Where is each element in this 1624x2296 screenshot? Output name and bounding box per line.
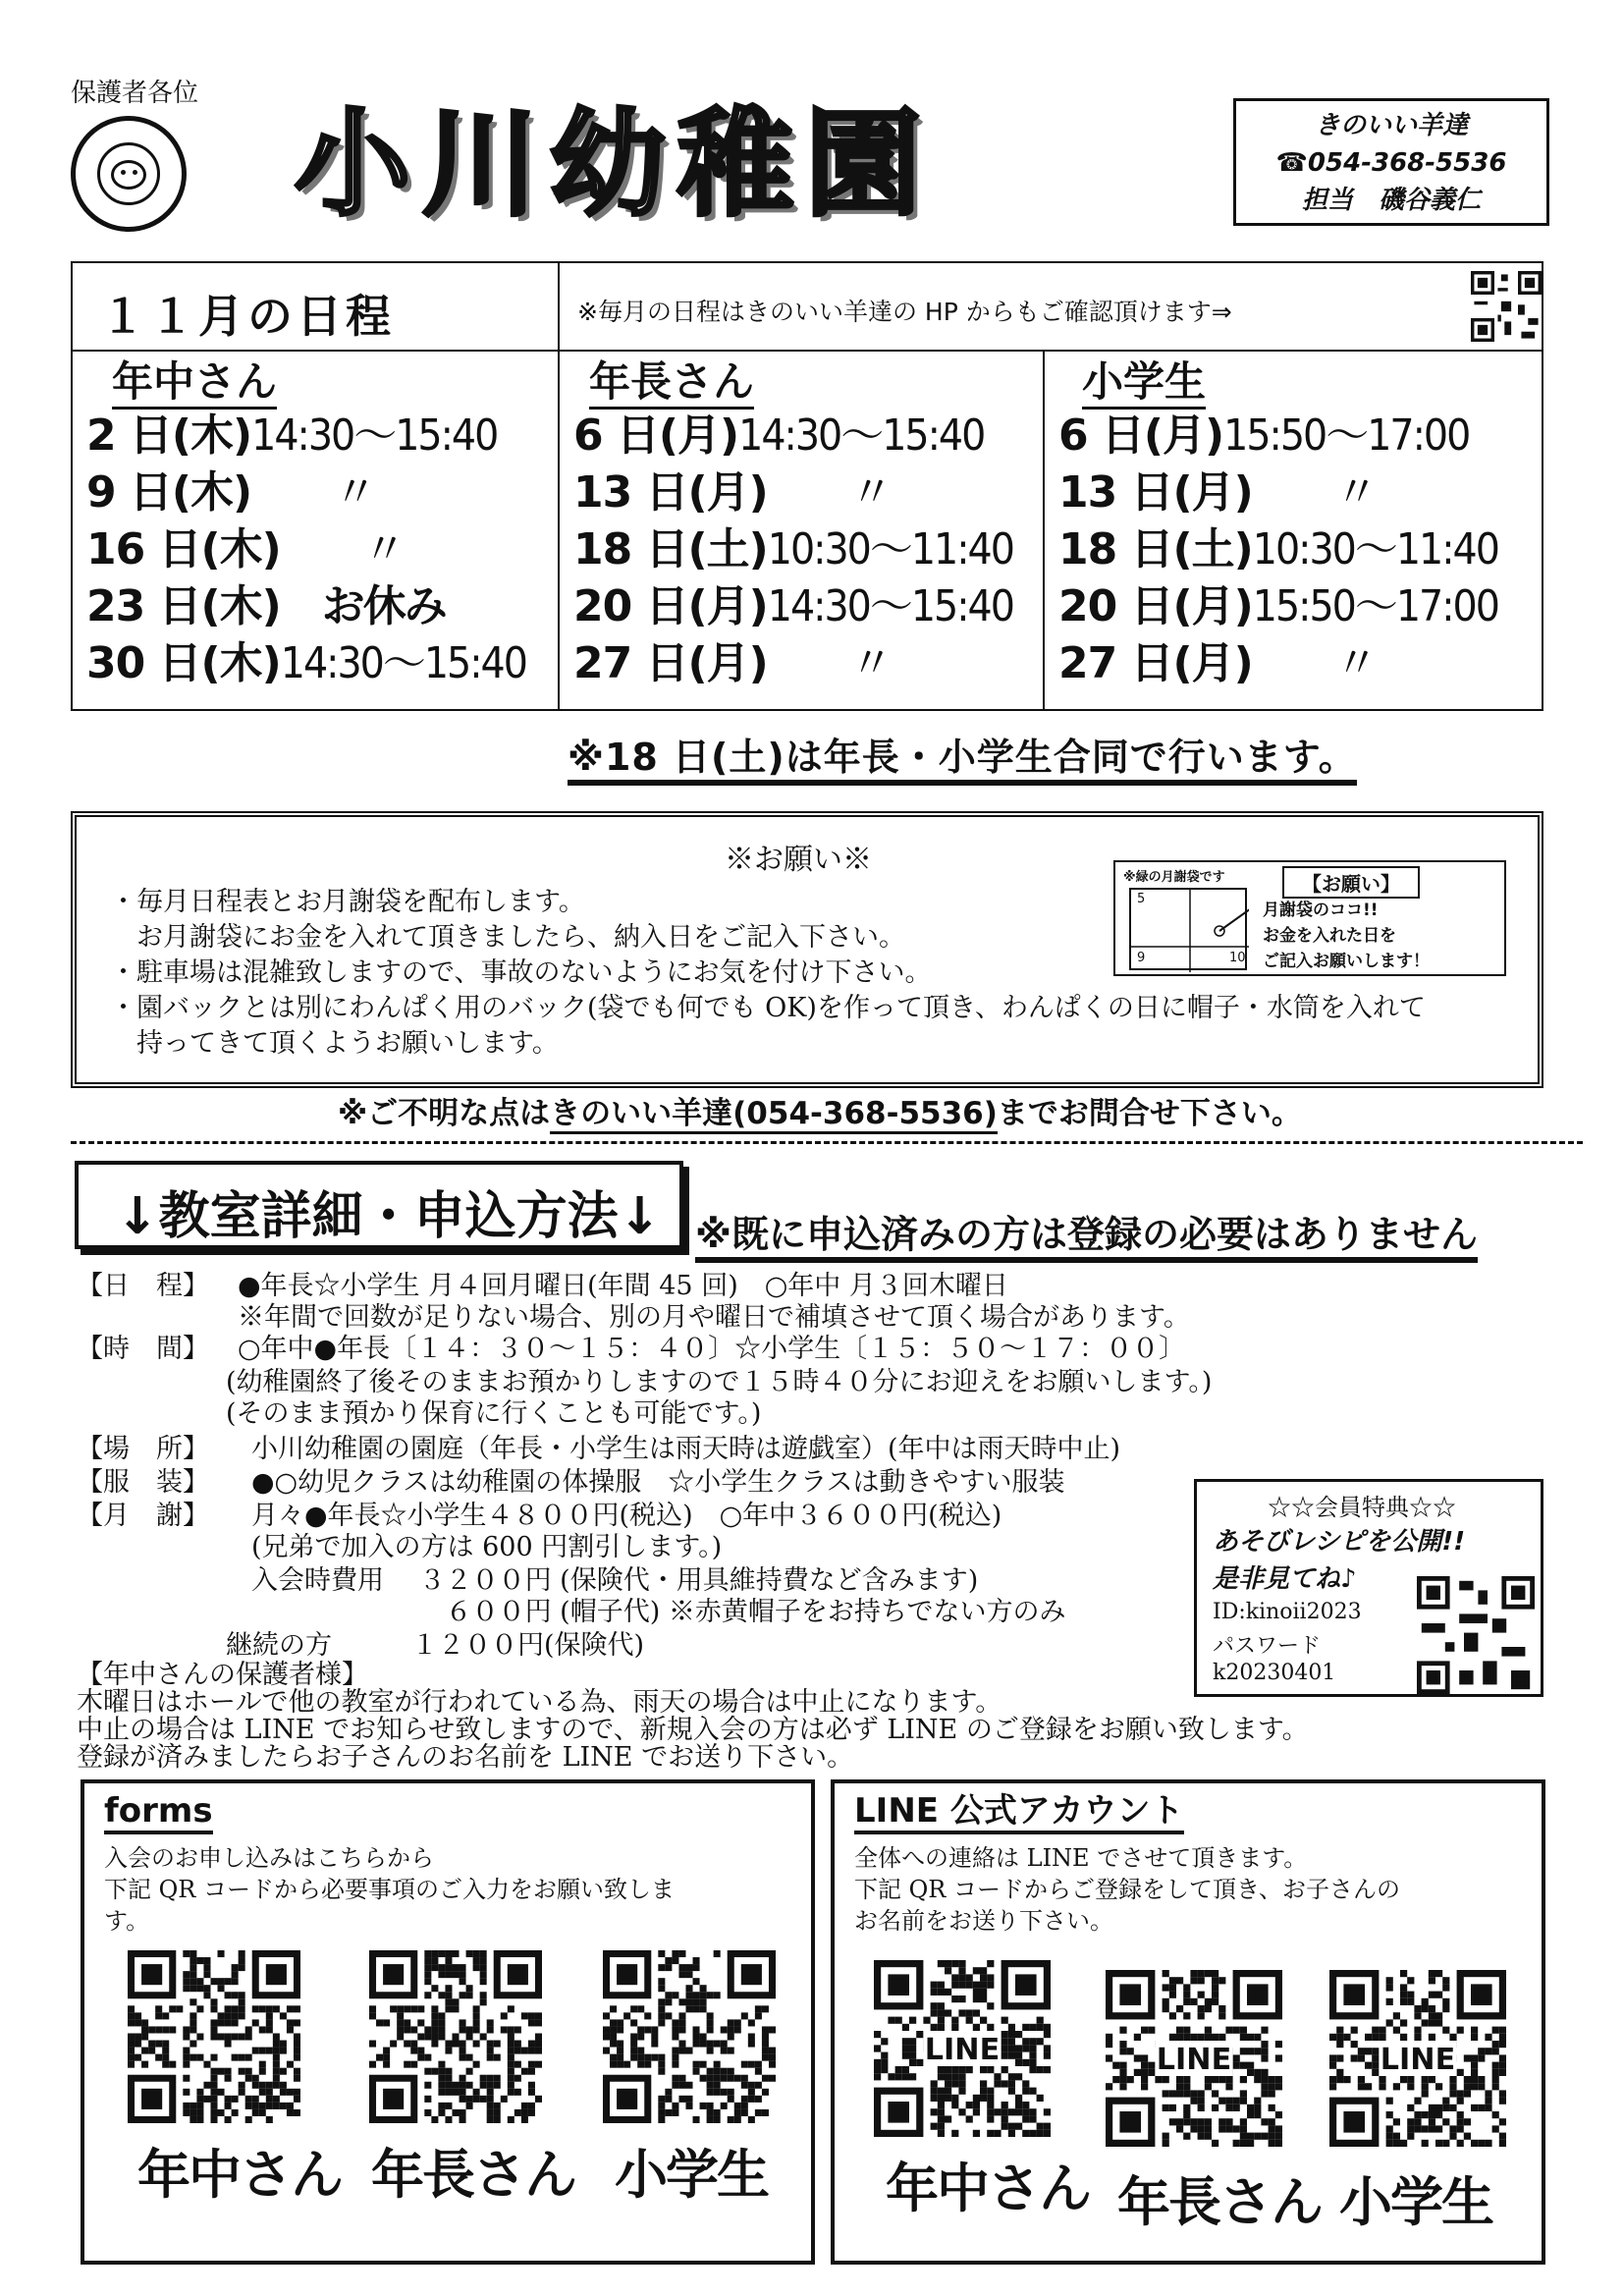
schedule-column-nenchu [73,352,560,711]
line-qr-label: 年長さん [1117,2171,1322,2233]
line-qr-label: 小学生 [1339,2171,1492,2233]
schedule-row: 6 日(月)15:50〜17:00 [1058,410,1470,461]
request-line: ・園バックとは別にわんぱく用のバック(袋でも何でも OK)を作って頂き、わんぱくの日に帽子・水筒を入れて [110,993,1426,1023]
inquiry-contact: きのいい羊達(054-368-5536) [550,1096,998,1134]
envelope-label: ※緑の月謝袋です [1123,870,1225,885]
addressee: 保護者各位 [71,79,199,108]
forms-text: 下記 QR コードから必要事項のご入力をお願い致しま [104,1876,676,1903]
member-text: あそびレシピを公開!! [1213,1527,1466,1557]
envelope-grid-icon [1131,890,1249,972]
detail-label: 【月 謝】 [77,1501,209,1531]
envelope-number: 9 [1137,951,1146,965]
schedule-row: 23 日(木) お休み [86,581,446,631]
forms-qr-nenchu-icon[interactable] [128,1950,300,2123]
request-title: ※お願い※ [725,843,872,877]
line-qr-label: 年中さん [886,2158,1090,2219]
detail-text: ※年間で回数が足りない場合、別の月や曜日で補填させて頂く場合があります。 [238,1302,1190,1333]
inquiry-note [338,1088,1302,1132]
member-text: 是非見てね♪ [1213,1564,1357,1594]
schedule-row: 16 日(木) 〃 [86,524,405,574]
detail-text: ○年中●年長〔１４：３０〜１５：４０〕☆小学生〔１５：５０〜１７：００〕 [238,1334,1186,1364]
member-qr-code-icon[interactable] [1417,1576,1535,1694]
svg-text:LINE: LINE [1380,2042,1456,2077]
forms-panel [81,1779,815,2265]
line-title: LINE 公式アカウント [854,1791,1184,1834]
schedule-row: 13 日(月) 〃 [1058,467,1377,518]
envelope-number: 5 [1137,892,1146,906]
forms-text: す。 [104,1907,150,1935]
schedule-column-nencho [560,352,1045,711]
schedule-row: 13 日(月) 〃 [573,467,892,518]
member-title: ☆☆会員特典☆☆ [1268,1494,1456,1521]
schedule-column-shogakusei [1045,352,1542,711]
nenchu-line: 木曜日はホールで他の教室が行われている為、雨天の場合は中止になります。 [77,1687,1002,1718]
page-title: 小川幼稚園 [295,96,934,232]
envelope-text: お金を入れた日を [1263,926,1396,946]
member-benefits-box [1194,1479,1543,1697]
request-line: 持ってきて頂くようお願いします。 [110,1028,559,1059]
envelope-number: 10 [1229,951,1246,965]
contact-box [1233,98,1549,226]
schedule-row: 27 日(月) 〃 [573,638,892,688]
inquiry-pre: ※ご不明な点は [338,1096,551,1131]
envelope-illustration [1113,860,1506,976]
line-text: お名前をお送り下さい。 [854,1907,1113,1935]
details-heading-box [75,1161,683,1249]
line-qr-nencho-icon[interactable] [1106,1970,1282,2147]
contact-person: 担当 磯谷義仁 [1301,186,1481,215]
member-password: k20230401 [1213,1661,1336,1685]
line-text: 全体への連絡は LINE でさせて頂きます。 [854,1844,1308,1872]
contact-phone: ☎054-368-5536 [1275,148,1507,178]
schedule-note: ※毎月の日程はきのいい羊達の HP からもご確認頂けます⇒ [577,298,1232,326]
schedule-title: １１月の日程 [100,290,395,343]
line-qr-nenchu-icon[interactable] [874,1960,1051,2137]
envelope-text: ご記入お願いします！ [1263,952,1430,971]
detail-label: 【時 間】 [77,1334,209,1364]
schedule-row: 27 日(月) 〃 [1058,638,1377,688]
schedule-row: 20 日(月)15:50〜17:00 [1058,581,1498,631]
details-heading: ↓教室詳細・申込方法↓ [116,1187,662,1246]
detail-label: 【場 所】 [77,1434,209,1464]
column-heading: 年中さん [112,357,277,410]
schedule-row: 18 日(土)10:30〜11:40 [1058,524,1498,574]
column-heading: 年長さん [589,357,754,410]
envelope-icon [1129,888,1247,970]
forms-title: forms [104,1791,213,1834]
forms-qr-label: 年中さん [137,2144,342,2206]
line-text: 下記 QR コードからご登録をして頂き、お子さんの [854,1876,1401,1903]
member-id: ID:kinoii2023 [1213,1600,1362,1624]
forms-qr-nencho-icon[interactable] [369,1950,542,2123]
forms-qr-label: 小学生 [615,2144,768,2206]
joint-session-note: ※18 日(土)は年長・小学生合同で行います。 [568,735,1357,786]
envelope-heading: 【お願い】 [1282,866,1420,899]
detail-label: 【日 程】 [77,1271,209,1301]
hp-qr-code-icon[interactable] [1471,271,1542,342]
detail-text: 小川幼稚園の園庭（年長・小学生は雨天時は遊戯室）(年中は雨天時中止) [251,1434,1121,1464]
schedule-row: 18 日(土)10:30〜11:40 [573,524,1013,574]
svg-text:LINE: LINE [924,2032,1001,2067]
already-registered-note: ※既に申込済みの方は登録の必要はありません [695,1212,1478,1263]
schedule-row: 6 日(月)14:30〜15:40 [573,410,985,461]
inquiry-post: までお問合せ下さい。 [997,1096,1302,1131]
request-line: お月謝袋にお金を入れて頂きましたら、納入日をご記入下さい。 [110,922,905,953]
detail-text: ●年長☆小学生 月４回月曜日(年間 45 回) ○年中 月３回木曜日 [238,1271,1008,1301]
detail-text: (幼稚園終了後そのままお預かりしますので１５時４０分にお迎えをお願いします。) [226,1367,1213,1397]
forms-qr-label: 年長さん [371,2144,575,2206]
detail-text: (そのまま預かり保育に行くことも可能です。) [226,1398,762,1429]
forms-text: 入会のお申し込みはこちらから [104,1844,434,1872]
member-password-label: パスワード [1213,1634,1322,1659]
request-line: ・毎月日程表とお月謝袋を配布します。 [110,887,585,917]
detail-text: ●○幼児クラスは幼稚園の体操服 ☆小学生クラスは動きやすい服装 [251,1467,1065,1498]
schedule-row: 9 日(木) 〃 [86,467,376,518]
line-qr-shogakusei-icon[interactable] [1329,1970,1506,2147]
sheep-logo-icon [71,116,187,232]
divider [71,1141,1583,1144]
schedule-table [71,261,1543,711]
contact-org: きのいい羊達 [1314,111,1468,140]
column-heading: 小学生 [1082,357,1206,410]
detail-text: ６００円 (帽子代) ※赤黄帽子をお持ちでない方のみ [251,1597,1066,1627]
envelope-text: 月謝袋のココ!! [1263,901,1379,920]
schedule-row: 20 日(月)14:30〜15:40 [573,581,1013,631]
nenchu-heading: 【年中さんの保護者様】 [77,1660,368,1690]
detail-text: 月々●年長☆小学生４８００円(税込) ○年中３６００円(税込) [251,1501,1002,1531]
line-panel [831,1779,1545,2265]
detail-label: 【服 装】 [77,1467,209,1498]
detail-text: 入会時費用 ３２００円 (保険代・用具維持費など含みます) [251,1565,979,1596]
schedule-row: 30 日(木)14:30〜15:40 [86,638,526,688]
svg-text:LINE: LINE [1156,2042,1232,2077]
detail-text: (兄弟で加入の方は 600 円割引します。) [251,1532,723,1562]
request-box [71,811,1543,1088]
nenchu-line: 中止の場合は LINE でお知らせ致しますので、新規入会の方は必ず LINE のご登録をお願い致します。 [77,1715,1309,1745]
request-line: ・駐車場は混雑致しますので、事故のないようにお気を付け下さい。 [110,957,932,988]
forms-qr-shogakusei-icon[interactable] [603,1950,776,2123]
nenchu-line: 登録が済みましたらお子さんのお名前を LINE でお送り下さい。 [77,1742,854,1773]
detail-text: 継続の方 １２００円(保険代) [226,1630,645,1661]
schedule-row: 2 日(木)14:30〜15:40 [86,410,498,461]
